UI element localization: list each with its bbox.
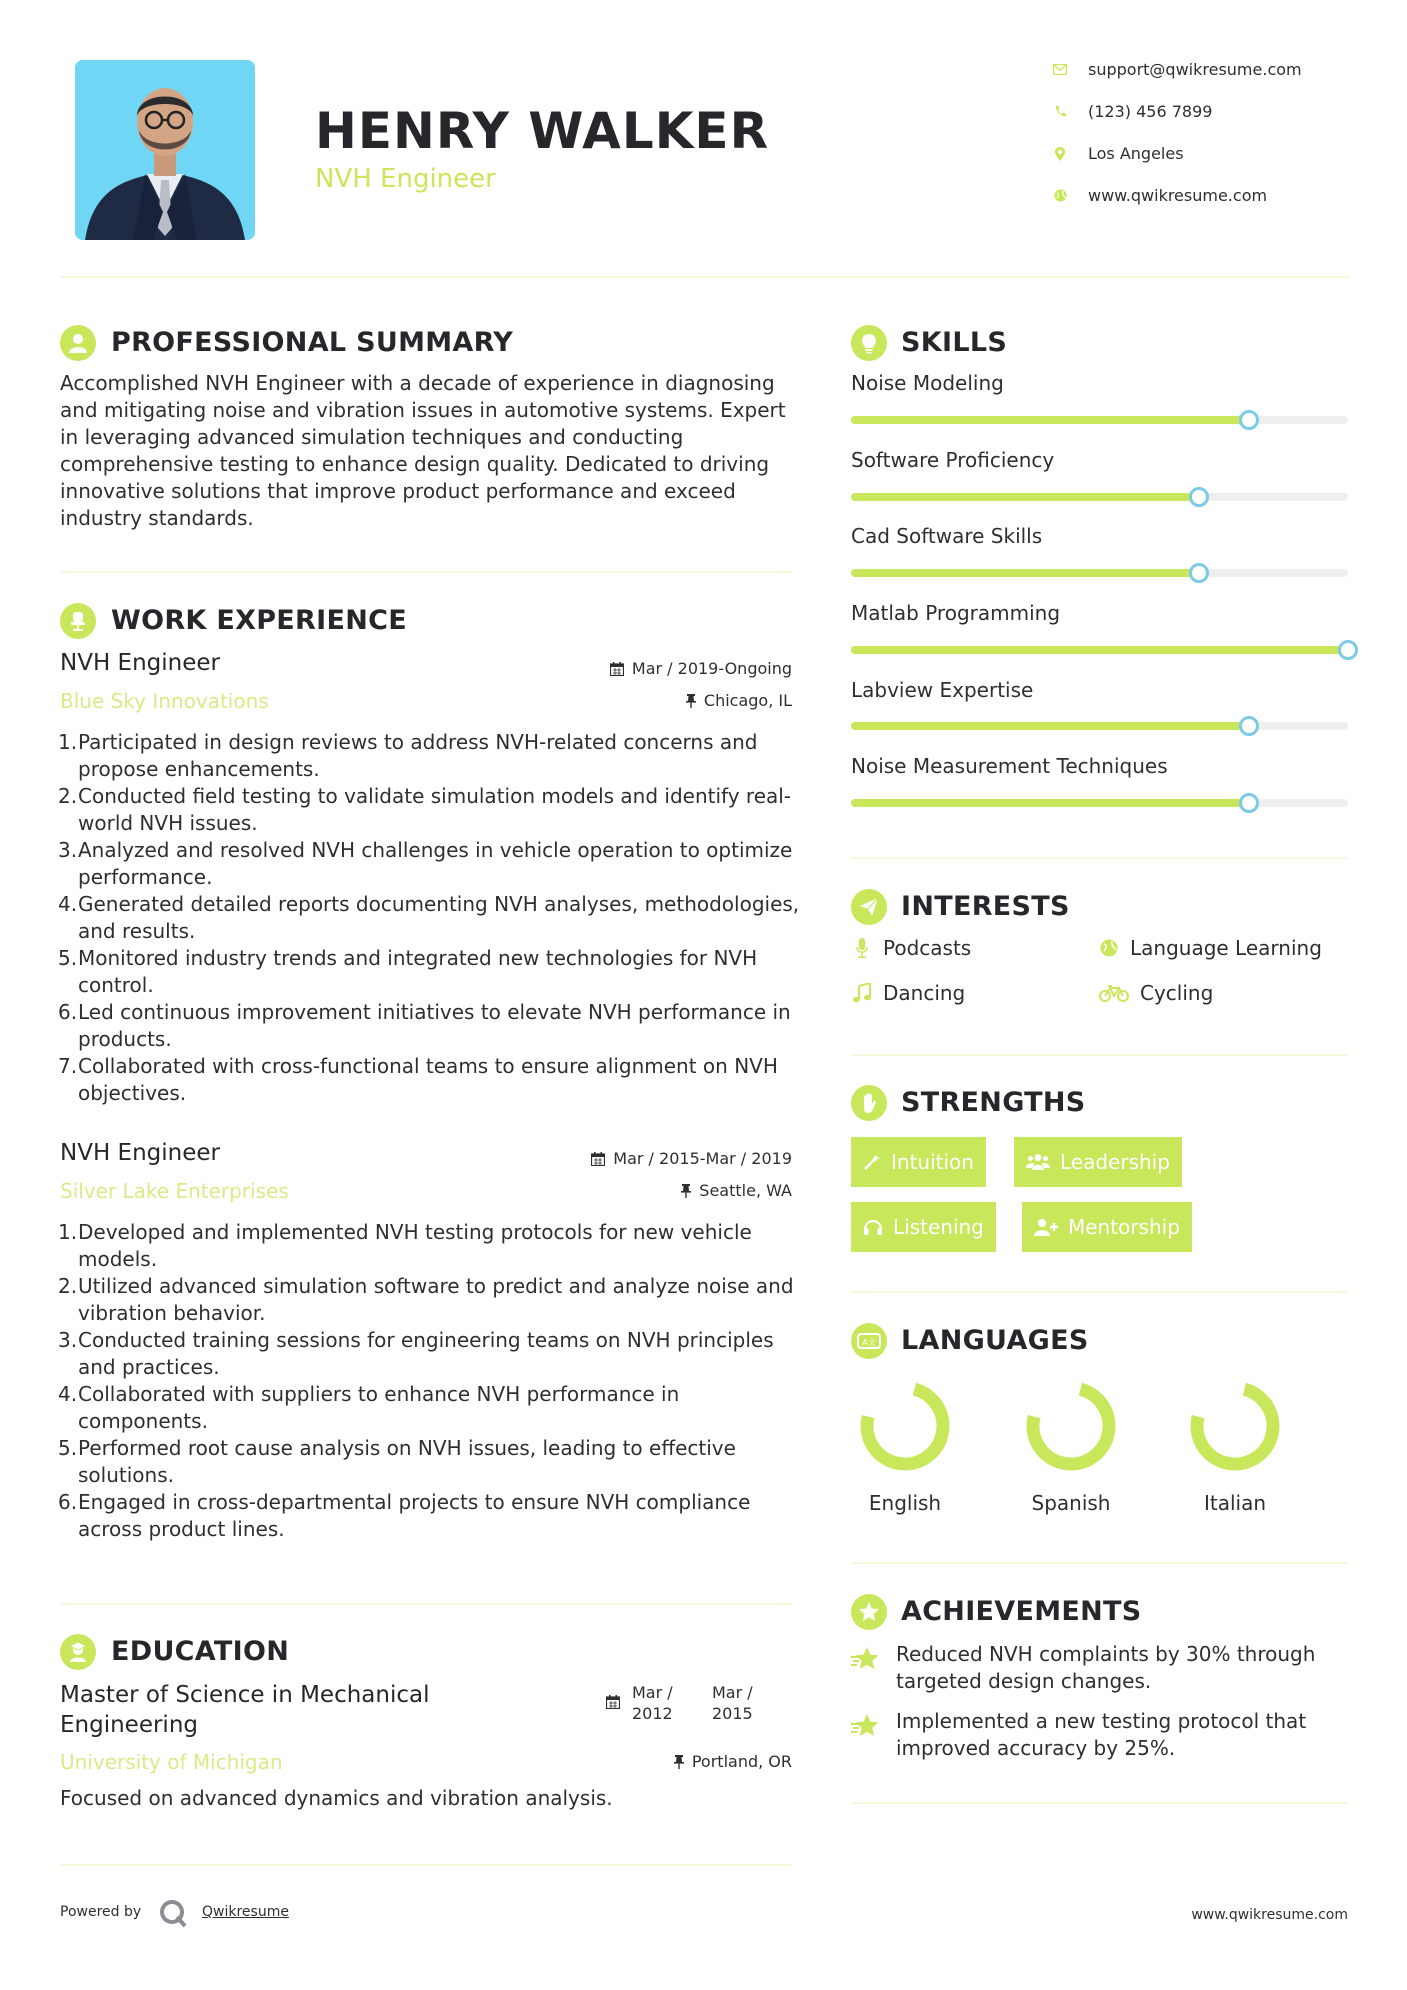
lightbulb-icon [851,325,887,361]
skill-bar-fill [851,799,1249,807]
interest-label: Podcasts [883,936,972,960]
qwikresume-link[interactable]: Qwikresume [202,1904,289,1920]
pushpin-icon [674,1755,684,1769]
strength-tag [1014,1137,1182,1187]
qwikresume-logo-icon [158,1898,188,1932]
skill-bar-fill [851,493,1199,501]
duty-item: 6. Engaged in cross-departmental projects to ensure NVH compliance across product lines. [58,1490,751,1541]
duty-item: 4. Collaborated with suppliers to enhance NVH performance in components. [58,1382,680,1433]
candidate-name: HENRY WALKER [315,102,770,160]
calendar-icon [591,1152,605,1166]
job-company: Silver Lake Enterprises [60,1179,289,1203]
education-note: Focused on advanced dynamics and vibration analysis. [60,1786,613,1810]
strength-label: Leadership [1060,1150,1170,1174]
summary-text: Accomplished NVH Engineer with a decade of experience in diagnosing and mitigating noise and vibration issues in automotive systems. Expert in leveraging advanced simulation techniques and conducting comprehensive testing to enhance design quality. Dedicated to driving innovative solutions that improve product performance and exceed industry standards. [60,371,786,530]
strength-label: Intuition [891,1150,974,1174]
strength-tag [851,1137,986,1187]
headphones-icon [863,1218,883,1236]
interest-item [1098,936,1322,960]
achievements-divider [851,1802,1348,1804]
languages-heading: LANGUAGES [901,1325,1089,1356]
contact-phone[interactable] [1052,102,1352,121]
interest-label: Dancing [883,981,966,1005]
language-ring-svg [1189,1380,1281,1472]
music-note-icon [851,983,873,1003]
language-label: Italian [1203,1491,1267,1515]
job-title: NVH Engineer [60,1140,220,1166]
pushpin-icon [686,694,696,708]
duty-item: 2. Conducted field testing to validate simulation models and identify real-world NVH issues. [58,784,792,835]
calendar-icon [610,662,624,676]
interest-item [1098,981,1213,1005]
interest-label: Language Learning [1130,936,1322,960]
achievements-heading: ACHIEVEMENTS [901,1596,1142,1627]
location-pin-icon [1052,146,1068,162]
contact-location [1052,144,1352,163]
skill-bar-knob [1239,716,1259,736]
job-duties-list [60,729,800,1107]
calendar-icon [606,1694,620,1713]
skill-bar-knob [1189,487,1209,507]
profile-photo [75,60,255,240]
magic-wand-icon [863,1153,881,1171]
language-ring-arc [1033,1389,1109,1464]
contact-email[interactable] [1052,60,1352,79]
education-location-text: Portland, OR [691,1752,792,1771]
strength-tag [1022,1202,1192,1252]
briefcase-chair-icon [60,603,96,639]
language-label: English [868,1491,942,1515]
contact-phone-text: (123) 456 7899 [1088,102,1213,121]
skill-bar [851,646,1348,654]
graduate-icon [60,1634,96,1670]
contact-email-text: support@qwikresume.com [1088,60,1302,79]
skill-label: Noise Measurement Techniques [851,754,1168,778]
education-location [500,1752,792,1771]
user-icon [60,325,96,361]
header-divider [60,276,1350,278]
globe-icon [1052,188,1068,204]
duty-item: 1. Participated in design reviews to address NVH-related concerns and propose enhancements. [58,730,758,781]
skill-label: Labview Expertise [851,678,1034,702]
strength-label: Mentorship [1068,1215,1180,1239]
contact-website[interactable] [1052,186,1352,205]
skill-bar-knob [1239,410,1259,430]
star-badge-icon [851,1594,887,1630]
summary-heading: PROFESSIONAL SUMMARY [111,327,514,358]
language-translate-icon [851,1323,887,1359]
avatar-portrait [75,60,255,240]
experience-heading: WORK EXPERIENCE [111,605,407,636]
strength-label: Listening [893,1215,984,1239]
school-name: University of Michigan [60,1750,283,1774]
language-ring-arc [1197,1389,1273,1464]
achievement-item: Implemented a new testing protocol that improved accuracy by 25%. [896,1709,1307,1760]
contact-website-text: www.qwikresume.com [1088,186,1268,205]
skills-divider [851,857,1348,859]
language-ring [859,1380,951,1472]
job-location-text: Chicago, IL [703,691,792,710]
contact-location-text: Los Angeles [1088,144,1184,163]
language-ring [1025,1380,1117,1472]
skill-bar [851,799,1348,807]
education-end-date: Mar / 2015 [712,1683,753,1723]
language-ring-arc [867,1389,943,1464]
skill-bar-knob [1338,640,1358,660]
duty-item: 7. Collaborated with cross-functional teams to ensure alignment on NVH objectives. [58,1054,778,1105]
skill-label: Matlab Programming [851,601,1061,625]
job-date-text: Mar / 2015-Mar / 2019 [613,1149,792,1168]
duty-item: 5. Monitored industry trends and integrated new technologies for NVH control. [58,946,758,997]
job-location [500,1181,792,1200]
interests-heading: INTERESTS [901,891,1070,922]
skill-bar-fill [851,416,1249,424]
skill-label: Software Proficiency [851,448,1055,472]
envelope-icon [1052,62,1068,78]
svg-text:A文: A文 [862,1338,876,1347]
strengths-heading: STRENGTHS [901,1087,1086,1118]
interest-item [851,981,965,1005]
experience-divider [60,1603,792,1605]
duty-item: 1. Developed and implemented NVH testing protocols for new vehicle models. [58,1220,752,1271]
duty-item: 3. Conducted training sessions for engineering teams on NVH principles and practices. [58,1328,774,1379]
skill-bar [851,569,1348,577]
language-ring-svg [1025,1380,1117,1472]
education-divider [60,1864,792,1866]
duty-item: 3. Analyzed and resolved NVH challenges in vehicle operation to optimize performance. [58,838,793,889]
paper-plane-icon [851,889,887,925]
language-ring-svg [859,1380,951,1472]
star-icon [851,1713,881,1743]
languages-divider [851,1562,1348,1564]
skills-heading: SKILLS [901,327,1008,358]
job-date [500,1149,792,1168]
powered-by-label: Powered by [60,1904,142,1920]
skill-bar [851,493,1348,501]
job-duties-list [60,1219,800,1543]
microphone-icon [851,938,873,958]
skill-bar [851,416,1348,424]
interest-item [851,936,971,960]
education-heading: EDUCATION [111,1636,290,1667]
user-plus-icon [1034,1218,1058,1236]
skill-bar-fill [851,569,1199,577]
skill-bar-knob [1239,793,1259,813]
candidate-role: NVH Engineer [315,164,496,194]
job-location [500,691,792,710]
job-title: NVH Engineer [60,650,220,676]
degree-title: Master of Science in Mechanical Engineering [60,1682,430,1738]
language-ring [1189,1380,1281,1472]
skill-bar-knob [1189,563,1209,583]
job-location-text: Seattle, WA [699,1181,792,1200]
footer-website[interactable]: www.qwikresume.com [1191,1907,1348,1923]
achievement-item: Reduced NVH complaints by 30% through targeted design changes. [896,1642,1316,1693]
star-icon [851,1646,881,1676]
duty-item: 6. Led continuous improvement initiatives to elevate NVH performance in products. [58,1000,791,1051]
bicycle-icon [1098,984,1130,1002]
education-start-date: Mar / 2012 [632,1683,673,1723]
pushpin-icon [681,1184,691,1198]
strength-tag [851,1202,996,1252]
language-label: Spanish [1031,1491,1111,1515]
job-company: Blue Sky Innovations [60,689,269,713]
raised-hand-icon [851,1085,887,1121]
job-date [500,659,792,678]
users-icon [1026,1153,1050,1171]
duty-item: 4. Generated detailed reports documenting NVH analyses, methodologies, and results. [58,892,800,943]
interests-divider [851,1054,1348,1056]
skill-label: Noise Modeling [851,371,1004,395]
duty-item: 5. Performed root cause analysis on NVH issues, leading to effective solutions. [58,1436,736,1487]
globe-icon [1098,939,1120,957]
skill-label: Cad Software Skills [851,524,1043,548]
strengths-divider [851,1291,1348,1293]
skill-bar-fill [851,646,1348,654]
summary-divider [60,571,792,573]
skill-bar [851,722,1348,730]
interest-label: Cycling [1140,981,1214,1005]
job-date-text: Mar / 2019-Ongoing [631,659,792,678]
skill-bar-fill [851,722,1249,730]
duty-item: 2. Utilized advanced simulation software to predict and analyze noise and vibration behavior. [58,1274,794,1325]
phone-icon [1052,104,1068,120]
